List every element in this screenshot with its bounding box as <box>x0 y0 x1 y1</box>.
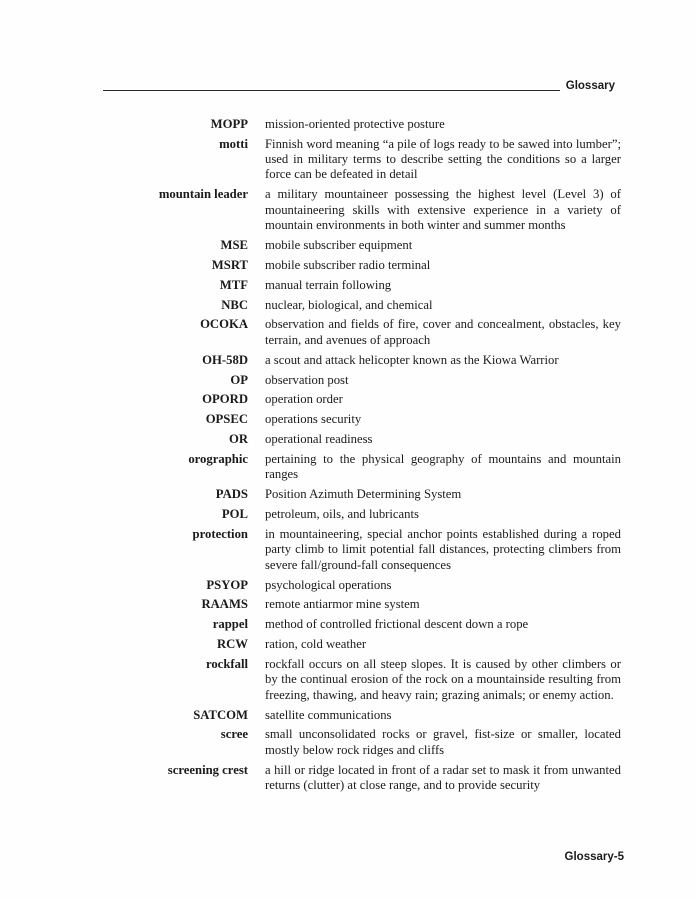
glossary-entry <box>100 117 621 132</box>
glossary-definition: satellite communications <box>265 707 392 722</box>
glossary-definition: rockfall occurs on all steep slopes. It is caused by other climbers or by the continual erosion of the rock on a mountainside resulting from freezing, thawing, and heavy rain; grazing animals; or enemy action. <box>265 657 621 702</box>
glossary-term: MSRT <box>211 257 248 272</box>
glossary-term: NBC <box>221 297 248 312</box>
glossary-definition: mission-oriented protective posture <box>265 117 445 131</box>
glossary-definition: small unconsolidated rocks or gravel, fist-size or smaller, located mostly below rock ridges and cliffs <box>265 727 621 757</box>
glossary-entry <box>100 258 621 273</box>
glossary-entry <box>100 487 621 502</box>
glossary-term: screening crest <box>167 762 248 777</box>
glossary-entry <box>100 392 621 407</box>
glossary-entry <box>100 597 621 612</box>
glossary-definition: observation and fields of fire, cover and concealment, obstacles, key terrain, and avenues of approach <box>265 317 621 347</box>
glossary-entry <box>100 708 621 723</box>
glossary-entry <box>100 763 621 794</box>
glossary-term: motti <box>219 136 248 151</box>
page-header <box>103 78 615 94</box>
glossary-term: RCW <box>216 637 248 652</box>
glossary-definition: manual terrain following <box>265 277 392 292</box>
glossary-entry <box>100 727 621 758</box>
glossary-term: MTF <box>219 277 248 292</box>
glossary-entry <box>100 317 621 348</box>
glossary-entry <box>100 452 621 483</box>
glossary-term: orographic <box>188 452 248 467</box>
glossary-definition: operations security <box>265 412 362 427</box>
glossary-term: scree <box>220 727 248 742</box>
glossary-entry <box>100 578 621 593</box>
glossary-definition: mobile subscriber radio terminal <box>265 257 431 272</box>
glossary-term: OCOKA <box>200 317 248 332</box>
glossary-entry <box>100 527 621 573</box>
glossary-definition: Position Azimuth Determining System <box>265 487 462 502</box>
glossary-term: RAAMS <box>201 597 248 612</box>
glossary-term: protection <box>192 527 248 542</box>
glossary-term: OPSEC <box>205 412 248 427</box>
glossary-definition: nuclear, biological, and chemical <box>265 297 433 312</box>
glossary-entry <box>100 637 621 652</box>
glossary-definition: operation order <box>265 392 343 407</box>
glossary-entry <box>100 617 621 632</box>
glossary-definition: remote antiarmor mine system <box>265 597 420 612</box>
glossary-term: SATCOM <box>193 707 248 722</box>
glossary-entry <box>100 298 621 313</box>
glossary-term: MSE <box>220 237 248 252</box>
glossary-entry <box>100 507 621 522</box>
glossary-definition: ration, cold weather <box>265 637 367 652</box>
glossary-list <box>100 117 621 798</box>
glossary-definition: Finnish word meaning “a pile of logs ready to be sawed into lumber”; used in military terms to describe setting the conditions so a larger force can be defeated in detail <box>265 136 621 182</box>
glossary-term: mountain leader <box>158 187 248 202</box>
glossary-definition: psychological operations <box>265 577 392 592</box>
glossary-definition: method of controlled frictional descent down a rope <box>265 617 529 632</box>
glossary-term: OH-58D <box>202 352 248 367</box>
glossary-definition: in mountaineering, special anchor points established during a roped party climb to limit potential fall distances, protecting climbers from severe fall/ground-fall consequences <box>265 527 621 572</box>
glossary-entry <box>100 137 621 183</box>
glossary-term: MOPP <box>210 117 248 131</box>
glossary-definition: a scout and attack helicopter known as the Kiowa Warrior <box>265 352 559 367</box>
glossary-term: OR <box>228 432 248 447</box>
glossary-entry <box>100 373 621 388</box>
glossary-definition: petroleum, oils, and lubricants <box>265 507 419 522</box>
glossary-definition: a military mountaineer possessing the highest level (Level 3) of mountaineering skills with extensive experience in a variety of mountain environments in both winter and summer months <box>265 187 621 232</box>
glossary-definition: mobile subscriber equipment <box>265 237 413 252</box>
glossary-term: PSYOP <box>206 577 248 592</box>
glossary-term: PADS <box>215 487 248 502</box>
glossary-definition: observation post <box>265 372 349 387</box>
glossary-entry <box>100 432 621 447</box>
header-title: Glossary <box>565 80 615 92</box>
glossary-entry <box>100 278 621 293</box>
glossary-term: rappel <box>212 617 248 632</box>
glossary-term: OPORD <box>202 392 248 407</box>
header-rule <box>103 90 560 91</box>
glossary-entry <box>100 412 621 427</box>
glossary-entry <box>100 657 621 703</box>
glossary-entry <box>100 238 621 253</box>
glossary-term: rockfall <box>205 657 248 672</box>
glossary-term: OP <box>230 372 248 387</box>
footer-page-number: Glossary-5 <box>564 851 624 863</box>
glossary-definition: operational readiness <box>265 432 373 447</box>
glossary-definition: pertaining to the physical geography of mountains and mountain ranges <box>265 452 621 482</box>
glossary-term: POL <box>221 507 248 522</box>
glossary-entry <box>100 187 621 233</box>
glossary-entry <box>100 353 621 368</box>
glossary-definition: a hill or ridge located in front of a radar set to mask it from unwanted returns (clutter) at close range, and to provide security <box>265 762 621 792</box>
